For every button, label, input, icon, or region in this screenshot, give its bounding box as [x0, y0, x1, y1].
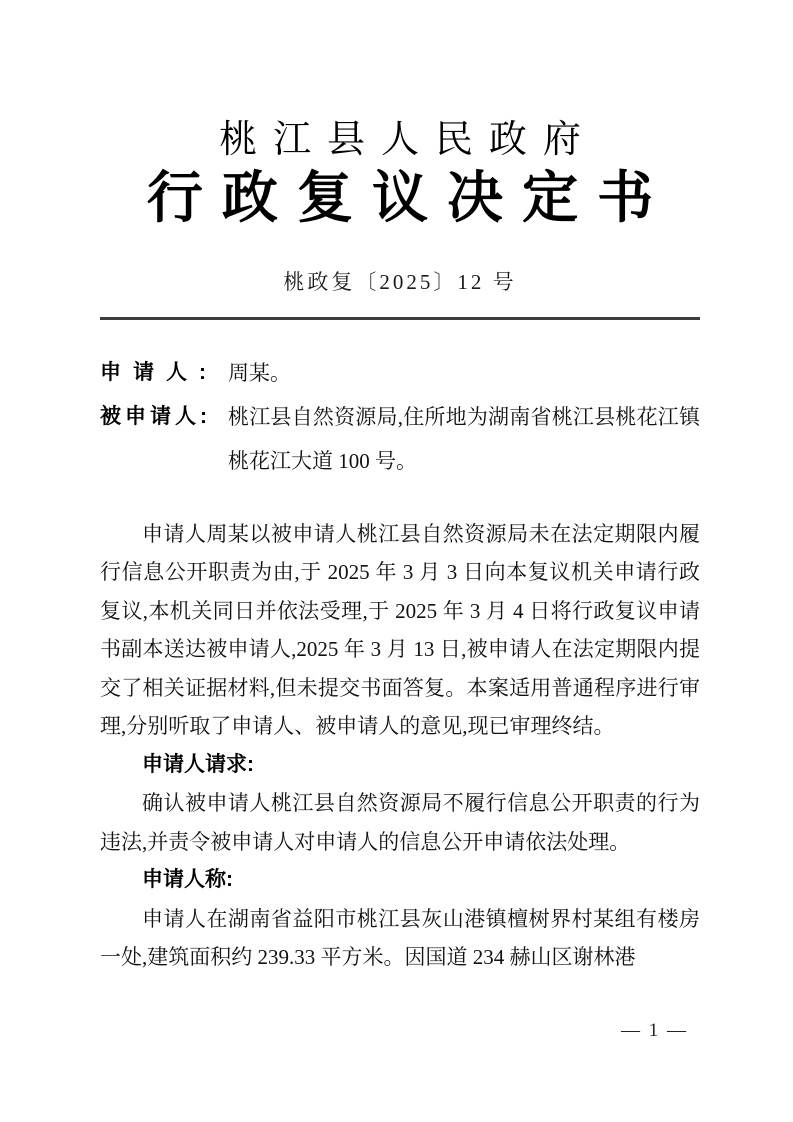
respondent-label: 被申请人: [100, 404, 211, 428]
page-content [100, 0, 700, 977]
paragraph-request: 确认被申请人桃江县自然资源局不履行信息公开职责的行为违法,并责令被申请人对申请人的信息公开申请依法处理。 [100, 791, 700, 854]
applicant-row [100, 351, 700, 395]
respondent-value: 桃江县自然资源局,住所地为湖南省桃江县桃花江镇桃花江大道 100 号。 [228, 404, 700, 473]
paragraph-statement: 申请人在湖南省益阳市桃江县灰山港镇檀树界村某组有楼房一处,建筑面积约 239.33 平方米。因国道 234 赫山区谢林港 [100, 906, 700, 970]
paragraph-procedure: 申请人周某以被申请人桃江县自然资源局未在法定期限内履行信息公开职责为由,于 2025 年 3 月 3 日向本复议机关申请行政复议,本机关同日并依法受理,于 2025 年 3 月 4 日将行政复议申请书副本送达被申请人,2025 年 3 月 13 日,被申请人在法定期限内提交了相关证据材料,但未提交书面答复。本案适用普通程序进行审理,分别听取了申请人、被申请人的意见,现已审理终结。 [100, 521, 700, 739]
document-body [100, 515, 700, 977]
page-number: — 1 — [621, 1020, 688, 1041]
applicant-label: 申请人: [100, 360, 218, 384]
header-separator-rule [100, 317, 700, 320]
respondent-row [100, 395, 700, 483]
applicant-value: 周某。 [228, 360, 291, 385]
document-number: 桃政复〔2025〕12 号 [283, 269, 517, 294]
heading-applicant-request: 申请人请求: [142, 752, 254, 776]
heading-applicant-statement: 申请人称: [142, 868, 233, 892]
parties-section [100, 351, 700, 483]
document-type-title: 行政复议决定书 [146, 165, 673, 229]
organization-title: 桃江县人民政府 [219, 119, 597, 161]
